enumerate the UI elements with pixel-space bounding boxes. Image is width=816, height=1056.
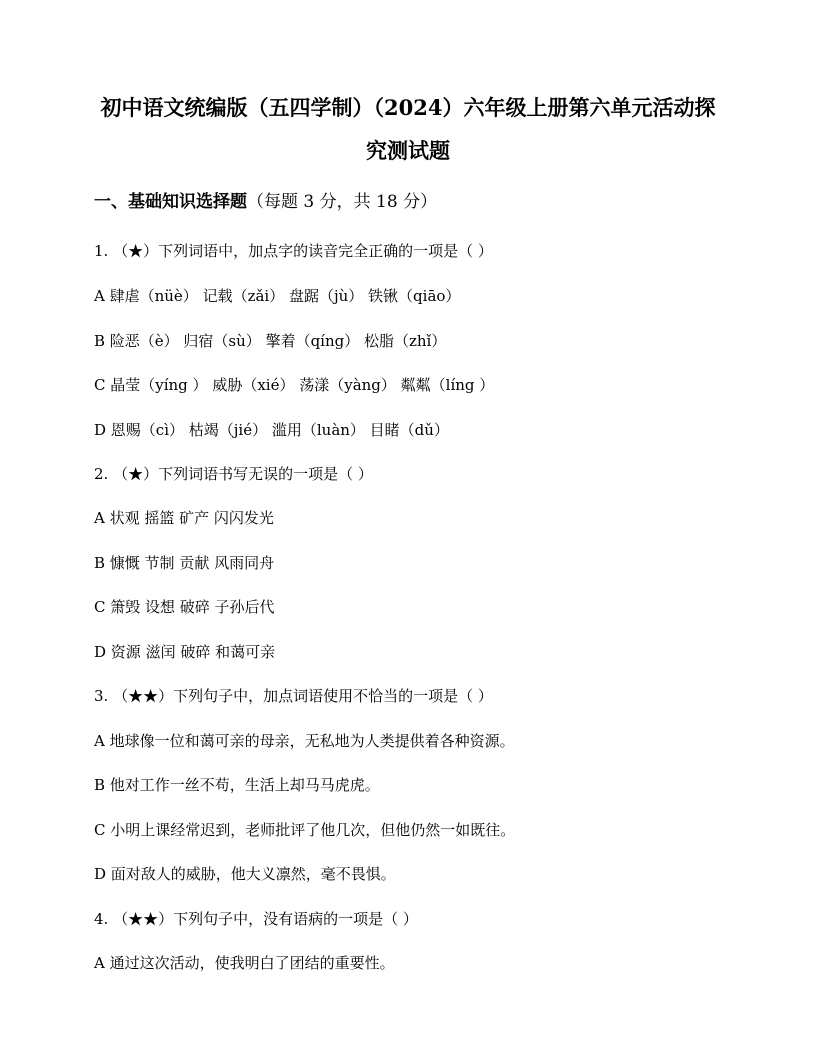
question-1-option-b: B 险恶（è） 归宿（sù） 擎着（qíng） 松脂（zhǐ） [94,332,447,350]
question-3-option-c: C 小明上课经常迟到，老师批评了他几次，但他仍然一如既往。 [94,821,516,839]
question-2-option-a: A 状观 摇篮 矿产 闪闪发光 [94,509,274,527]
section-heading [94,189,437,215]
section-heading-note: （每题 3 分，共 18 分） [247,192,438,212]
question-1-option-c: C 晶莹（yíng ） 威胁（xié） 荡漾（yàng） 粼粼（líng ） [94,376,495,394]
question-2-stem: 2. （★）下列词语书写无误的一项是（ ） [94,465,373,483]
question-1-option-a: A 肆虐（nüè） 记载（zǎi） 盘踞（jù） 铁锹（qiāo） [94,287,461,305]
question-1-option-d: D 恩赐（cì） 枯竭（jié） 滥用（luàn） 目睹（dǔ） [94,421,449,439]
question-2-option-d: D 资源 滋闰 破碎 和蔼可亲 [94,643,276,661]
question-4-stem: 4. （★★）下列句子中，没有语病的一项是（ ） [94,910,418,928]
question-3-option-d: D 面对敌人的威胁，他大义凛然，毫不畏惧。 [94,865,396,883]
question-3-option-a: A 地球像一位和蔼可亲的母亲，无私地为人类提供着各种资源。 [94,732,515,750]
document-title-line-1: 初中语文统编版（五四学制）（2024）六年级上册第六单元活动探 [100,95,716,120]
question-3-option-b: B 他对工作一丝不苟，生活上却马马虎虎。 [94,776,380,794]
question-4-option-a: A 通过这次活动，使我明白了团结的重要性。 [94,954,395,972]
question-1-stem: 1. （★）下列词语中，加点字的读音完全正确的一项是（ ） [94,242,493,260]
question-3-stem: 3. （★★）下列句子中，加点词语使用不恰当的一项是（ ） [94,687,493,705]
question-2-option-c: C 箫毁 设想 破碎 子孙后代 [94,598,275,616]
section-heading-label: 一、基础知识选择题 [94,192,247,212]
document-title-line-2: 究测试题 [366,138,450,163]
question-2-option-b: B 慷慨 节制 贡献 风雨同舟 [94,554,275,572]
